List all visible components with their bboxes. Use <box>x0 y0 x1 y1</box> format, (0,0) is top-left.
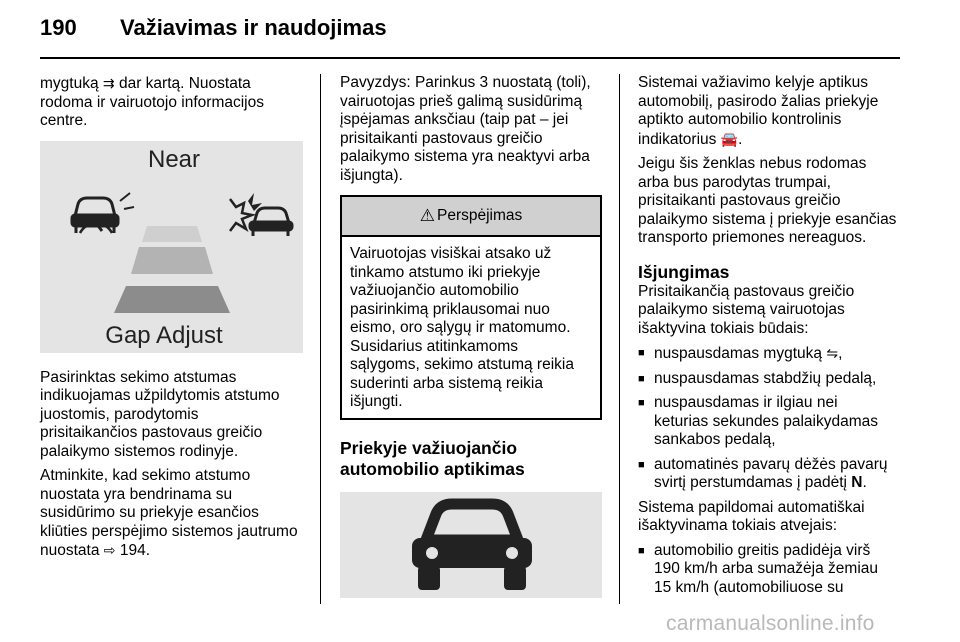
cancel-cruise-icon: ⇋ <box>826 345 839 361</box>
warning-title: Perspėjimas <box>436 206 523 224</box>
page-number: 190 <box>40 15 77 40</box>
header-rule <box>40 57 900 59</box>
distance-bar-1 <box>142 226 202 242</box>
figure-label-near: Near <box>147 145 201 173</box>
paragraph-example: Pavyzdys: Parinkus 3 nuostatą (toli), vairuotojas prieš galimą susidūrimą įspėjamas anksčiau (taip pat – jei prisitaikanti pastovaus greičio palaikymo sistema yra neaktyvi arba išjungta). <box>340 74 591 184</box>
car-collision-icon <box>230 193 292 236</box>
paragraph-detection: Sistemai važiavimo kelyje aptikus automobilį, pasirodo žalias priekyje aptikto automobilio kontrolinis indikatorius 🚘. <box>638 74 879 148</box>
vehicle-ahead-indicator-icon: 🚘 <box>720 130 739 147</box>
section-heading-vehicle-ahead: Priekyje važiuojančio automobilio aptikimas <box>340 437 525 479</box>
column-divider-2 <box>619 74 620 604</box>
car-distance-icon <box>72 193 134 233</box>
list-item: ■ nuspausdamas mygtuką ⇋, <box>638 344 908 364</box>
section-heading-deactivation: Išjungimas <box>638 261 730 282</box>
page-reference-link[interactable]: 194. <box>119 542 150 559</box>
column-left <box>40 74 310 567</box>
column-right <box>638 74 908 603</box>
page-header <box>40 8 387 48</box>
list-item: ■ nuspausdamas stabdžių pedalą, <box>638 370 908 389</box>
warning-header <box>342 197 600 237</box>
vehicle-ahead-figure <box>340 492 602 598</box>
page-reference-icon: ⇨ <box>103 542 116 558</box>
column-middle <box>340 74 602 598</box>
warning-icon: ⚠ <box>419 205 435 225</box>
intro-paragraph: mygtuką ⇉ dar kartą. Nuostata rodoma ir vairuotojo informacijos centre. <box>40 75 264 129</box>
list-item: ■ automobilio greitis padidėja virš 190 km/h arba sumažėja žemiau 15 km/h (automobiliuose su <box>638 542 908 598</box>
paragraph-deactivation-intro: Prisitaikančią pastovaus greičio palaikymo sistemą vairuotojas išaktyvina tokiais būdais: <box>638 282 855 337</box>
distance-bar-2 <box>131 247 213 274</box>
paragraph-not-shown: Jeigu šis ženklas nebus rodomas arba bus parodytas trumpai, prisitaikanti pastovaus greičio palaikymo sistema į priekyje esančias transporto priemones nereaguos. <box>638 155 897 246</box>
warning-body: Vairuotojas visiškai atsako už tinkamo atstumo iki priekyje važiuojančio automobilio pasirinkimą priklausomai nuo eismo, oro sąlygų ir matomumo. Susidarius atitinkamoms sąlygoms, sekimo atstumą reikia suderinti arba sistemą reikia išjungti. <box>350 245 574 410</box>
distance-button-icon: ⇉ <box>102 75 115 91</box>
list-item: ■ automatinės pavarų dėžės pavarų svirtį perstumdamas į padėtį N. <box>638 456 908 493</box>
warning-box <box>340 195 602 420</box>
watermark: carmanualsonline.info <box>666 612 875 635</box>
paragraph-note: Atminkite, kad sekimo atstumo nuostata yra bendrinama su susidūrimo su priekyje esančios kliūties perspėjimo sistemos jautrumo nuostata ⇨ 194. <box>40 467 298 559</box>
distance-bar-3 <box>114 286 230 313</box>
list-item: ■ nuspausdamas ir ilgiau nei keturias sekundes palaikydamas sankabos pedalą, <box>638 394 908 450</box>
figure-label-gap-adjust: Gap Adjust <box>105 321 223 349</box>
deactivation-list <box>638 344 908 493</box>
auto-deactivation-list <box>638 542 908 598</box>
vehicle-ahead-icon <box>412 504 532 590</box>
paragraph-selected-distance: Pasirinktas sekimo atstumas indikuojamas užpildytomis atstumo juostomis, parodytomis prisitaikančios pastovaus greičio palaikymo sistemos rodinyje. <box>40 368 280 460</box>
column-divider-1 <box>320 74 321 604</box>
gap-adjust-figure <box>40 141 303 353</box>
paragraph-auto-deactivation: Sistema papildomai automatiškai išaktyvinama tokiais atvejais: <box>638 498 865 534</box>
page-title: Važiavimas ir naudojimas <box>120 15 387 40</box>
